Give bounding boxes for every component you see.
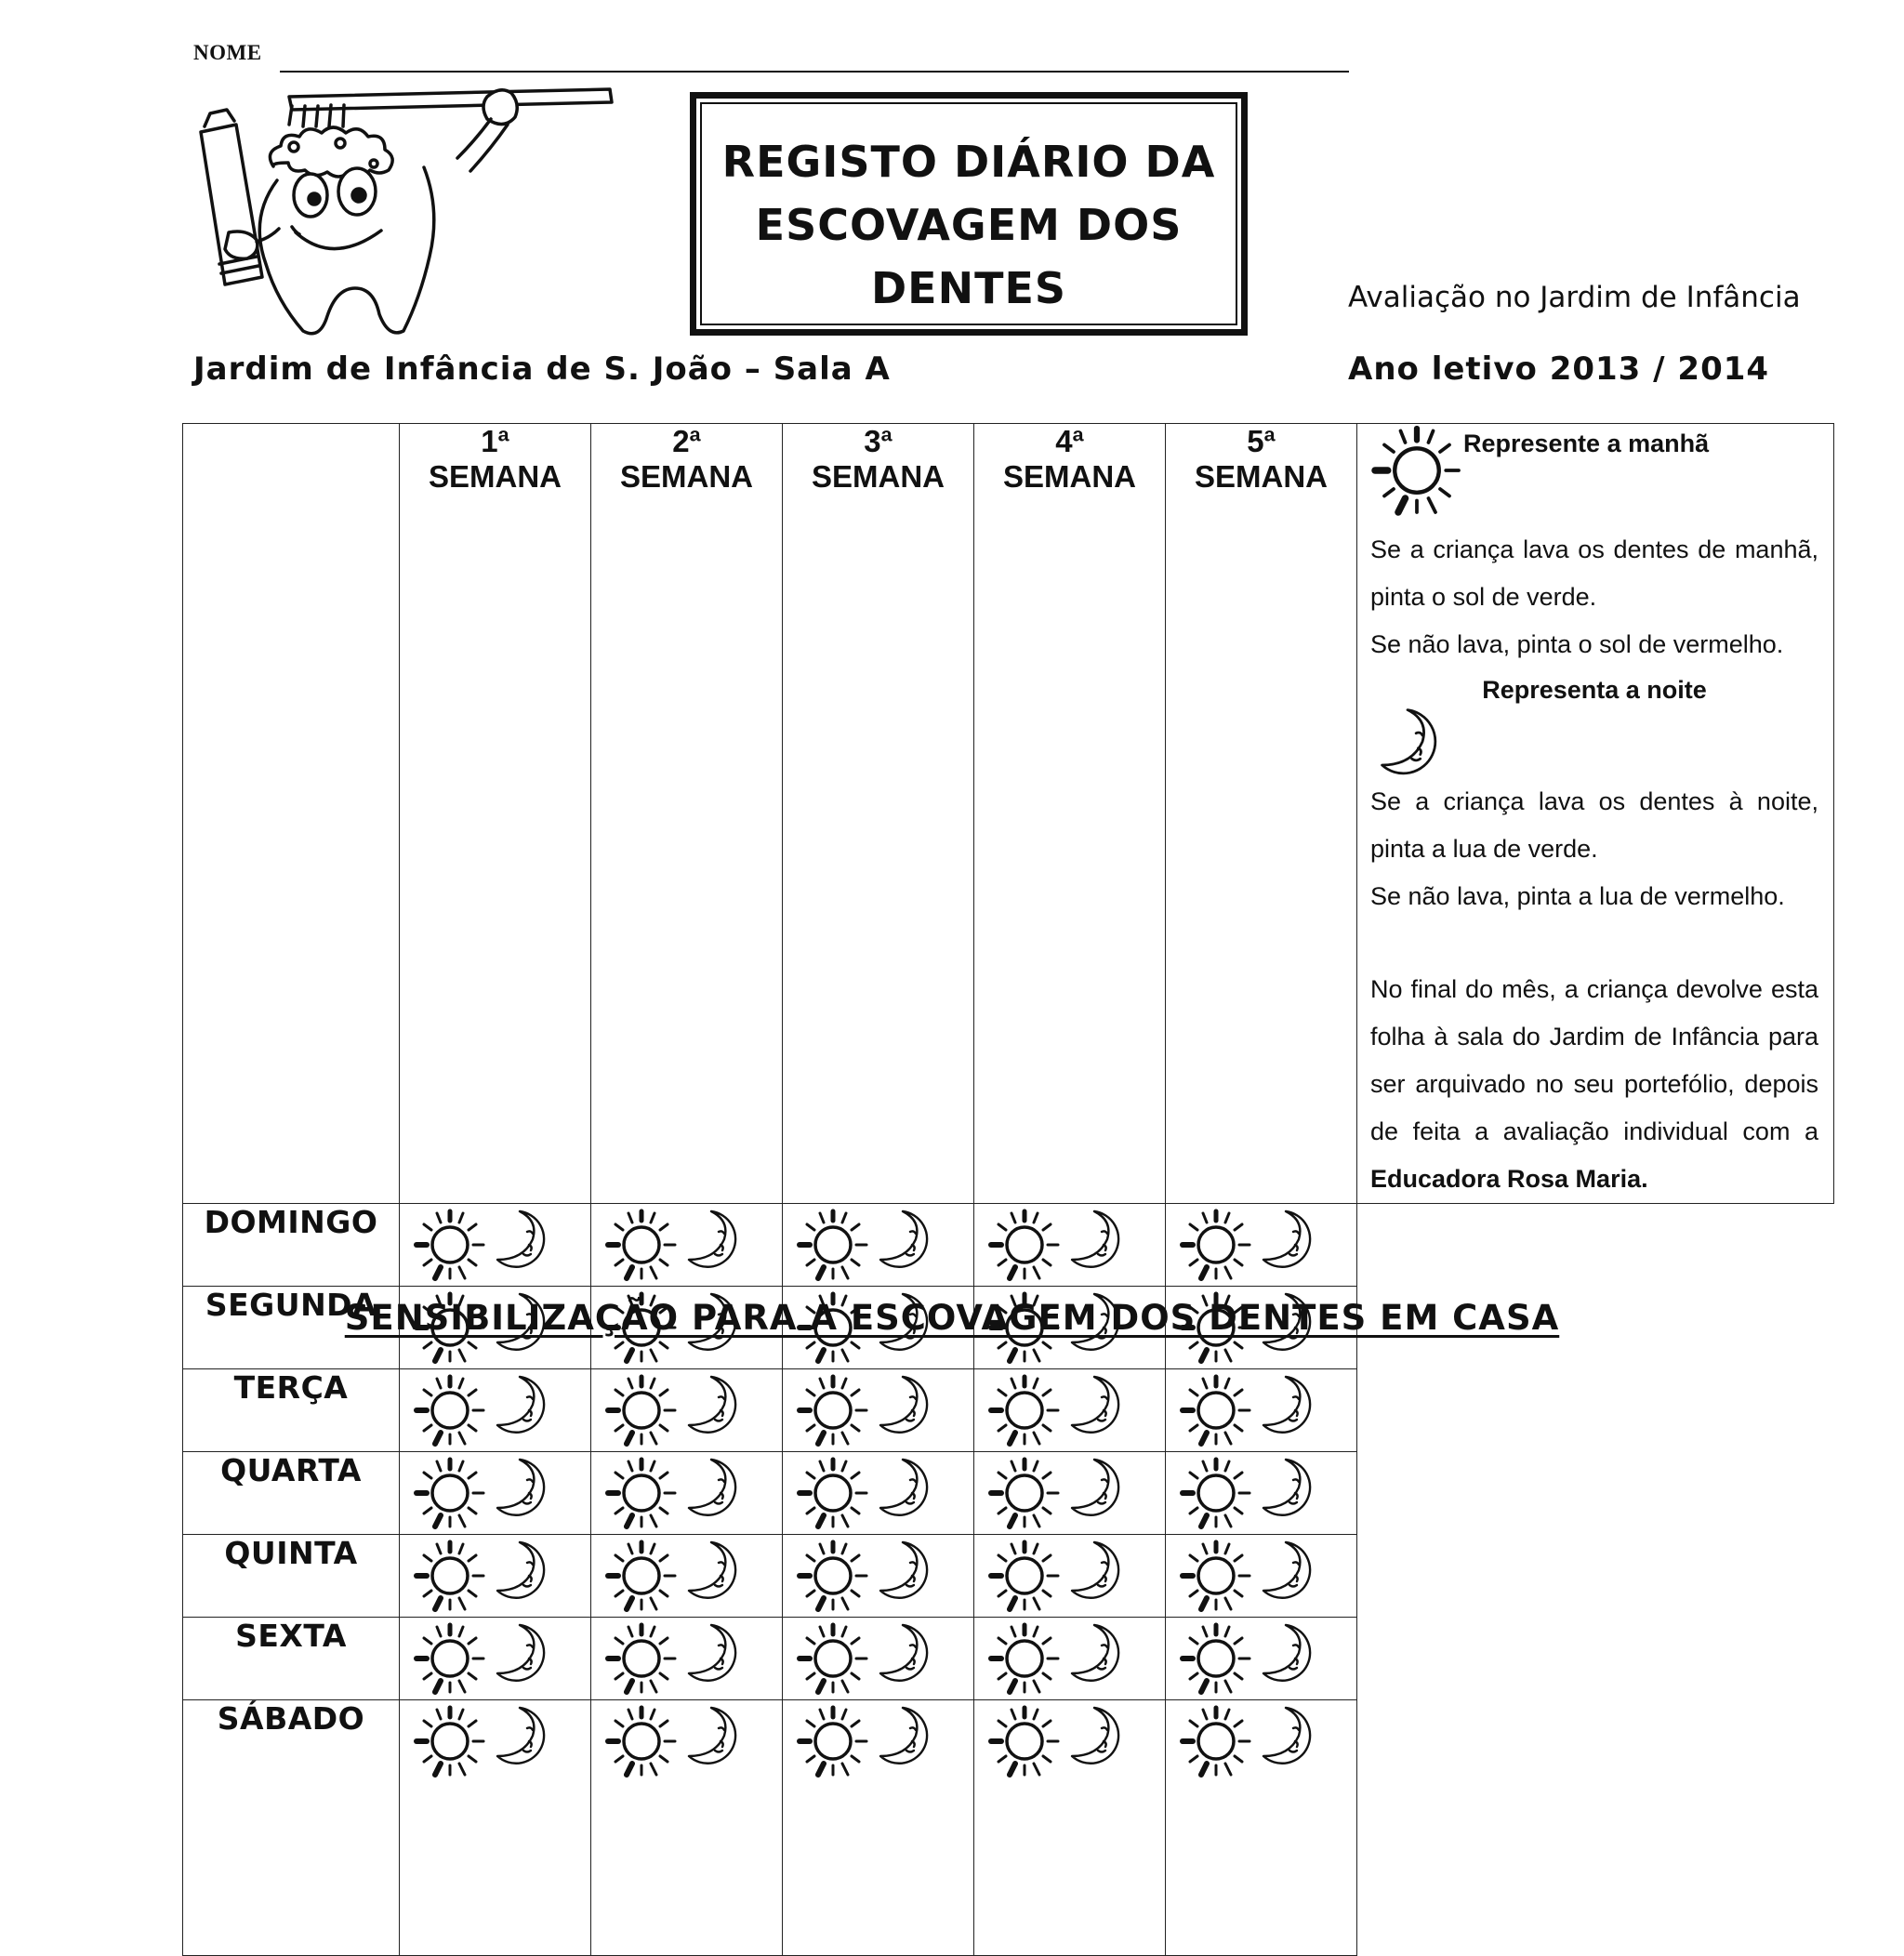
moon-icon[interactable] [1257,1373,1315,1438]
sun-icon[interactable] [796,1456,870,1530]
corner-cell [183,424,400,1204]
moon-icon[interactable] [874,1373,932,1438]
moon-icon[interactable] [874,1456,932,1521]
moon-icon[interactable] [491,1373,549,1438]
sun-icon[interactable] [1179,1621,1253,1696]
week-header-5: 5ª SEMANA [1166,424,1357,1204]
night-instruction-alt: Se não lava, pinta a lua de vermelho. [1370,882,1785,910]
sun-icon[interactable] [1179,1539,1253,1613]
school-year: Ano letivo 2013 / 2014 [1348,350,1770,388]
sun-icon[interactable] [604,1208,679,1282]
moon-icon[interactable] [1065,1456,1123,1521]
legend-panel [1357,424,1834,1204]
sun-icon[interactable] [796,1539,870,1613]
log-cell [1166,1204,1357,1287]
day-label: QUARTA [183,1452,400,1535]
name-label: NOME [193,41,262,64]
moon-icon[interactable] [874,1621,932,1686]
log-cell [1166,1618,1357,1700]
log-cell [400,1452,591,1535]
sun-icon[interactable] [1179,1456,1253,1530]
evaluation-label: Avaliação no Jardim de Infância [1348,281,1801,314]
moon-icon[interactable] [1257,1208,1315,1273]
title-line-2: ESCOVAGEM DOS [755,200,1183,250]
moon-icon[interactable] [1065,1208,1123,1273]
moon-icon[interactable] [1065,1621,1123,1686]
sun-icon[interactable] [796,1704,870,1778]
week-header-2: 2ª SEMANA [591,424,783,1204]
moon-icon[interactable] [1065,1704,1123,1769]
sun-icon[interactable] [604,1539,679,1613]
log-cell [1166,1452,1357,1535]
moon-icon[interactable] [874,1539,932,1604]
moon-icon[interactable] [491,1456,549,1521]
log-cell [591,1618,783,1700]
log-cell [400,1535,591,1618]
tooth-mascot-illustration [192,78,619,348]
log-cell [974,1618,1166,1700]
title-line-3: DENTES [870,263,1067,313]
sun-icon[interactable] [987,1208,1062,1282]
day-label: SÁBADO [183,1700,400,1956]
log-cell [1166,1369,1357,1452]
log-cell [783,1204,974,1287]
log-cell [783,1700,974,1956]
sun-icon[interactable] [1179,1704,1253,1778]
morning-instruction: Se a criança lava os dentes de manhã, pinta o sol de verde. [1370,535,1818,611]
log-cell [783,1618,974,1700]
moon-icon[interactable] [491,1704,549,1769]
sun-icon[interactable] [413,1208,487,1282]
log-cell [974,1204,1166,1287]
week-header-4: 4ª SEMANA [974,424,1166,1204]
night-title: Representa a noite [1482,676,1707,704]
log-cell [591,1535,783,1618]
brushing-log-table [182,423,1834,1956]
moon-icon[interactable] [491,1621,549,1686]
sun-icon[interactable] [987,1621,1062,1696]
log-cell [591,1204,783,1287]
sun-icon[interactable] [604,1704,679,1778]
log-cell [591,1369,783,1452]
name-field-line[interactable] [280,71,1349,73]
moon-icon[interactable] [682,1621,740,1686]
sun-icon[interactable] [604,1373,679,1447]
log-cell [783,1535,974,1618]
log-cell [400,1618,591,1700]
moon-icon[interactable] [682,1539,740,1604]
log-cell [974,1369,1166,1452]
moon-icon[interactable] [1257,1704,1315,1769]
morning-title: Represente a manhã [1463,430,1710,457]
sun-icon[interactable] [987,1704,1062,1778]
sun-icon[interactable] [796,1208,870,1282]
sun-icon[interactable] [604,1456,679,1530]
log-cell [591,1452,783,1535]
moon-icon[interactable] [682,1208,740,1273]
log-cell [400,1204,591,1287]
moon-icon[interactable] [682,1704,740,1769]
moon-icon[interactable] [491,1208,549,1273]
sun-icon[interactable] [413,1456,487,1530]
sun-icon[interactable] [796,1373,870,1447]
moon-icon[interactable] [1257,1621,1315,1686]
day-label: DOMINGO [183,1204,400,1287]
moon-icon[interactable] [682,1373,740,1438]
sun-icon[interactable] [413,1539,487,1613]
morning-instruction-alt: Se não lava, pinta o sol de vermelho. [1370,630,1784,658]
sun-icon[interactable] [413,1373,487,1447]
log-cell [974,1452,1166,1535]
sun-icon[interactable] [1179,1373,1253,1447]
title-line-1: REGISTO DIÁRIO DA [721,137,1216,187]
sun-icon[interactable] [987,1456,1062,1530]
log-cell [400,1369,591,1452]
week-header-3: 3ª SEMANA [783,424,974,1204]
sun-icon[interactable] [987,1539,1062,1613]
log-cell [783,1369,974,1452]
moon-icon[interactable] [1257,1456,1315,1521]
footer-banner: SENSIBILIZAÇÃO PARA A ESCOVAGEM DOS DENTES EM CASA [344,1298,1560,1338]
moon-icon[interactable] [1257,1539,1315,1604]
moon-icon[interactable] [874,1704,932,1769]
sun-icon[interactable] [413,1621,487,1696]
sun-icon [1370,424,1463,517]
day-label: TERÇA [183,1369,400,1452]
log-cell [974,1535,1166,1618]
moon-icon[interactable] [1065,1373,1123,1438]
log-cell [974,1700,1166,1956]
day-label: QUINTA [183,1535,400,1618]
sun-icon[interactable] [413,1704,487,1778]
title-box [690,92,1248,336]
school-name: Jardim de Infância de S. João – Sala A [193,350,891,388]
log-cell [1166,1700,1357,1956]
log-cell [400,1700,591,1956]
sun-icon[interactable] [604,1621,679,1696]
week-header-1: 1ª SEMANA [400,424,591,1204]
sun-icon[interactable] [987,1373,1062,1447]
sun-icon[interactable] [1179,1208,1253,1282]
moon-icon[interactable] [682,1456,740,1521]
log-cell [591,1700,783,1956]
day-label: SEXTA [183,1618,400,1700]
return-note: No final do mês, a criança devolve esta folha à sala do Jardim de Infância para ser arquivado no seu portefólio, depois de feita a avaliação individual com a Educadora Rosa Maria. [1370,975,1818,1193]
moon-icon[interactable] [491,1539,549,1604]
log-cell [1166,1535,1357,1618]
sun-icon[interactable] [796,1621,870,1696]
night-instruction: Se a criança lava os dentes à noite, pinta a lua de verde. [1370,787,1818,863]
day-label: SEGUNDA [183,1287,400,1369]
worksheet-title [696,130,1241,320]
log-cell [783,1452,974,1535]
moon-icon [1370,706,1445,780]
moon-icon[interactable] [1065,1539,1123,1604]
moon-icon[interactable] [874,1208,932,1273]
